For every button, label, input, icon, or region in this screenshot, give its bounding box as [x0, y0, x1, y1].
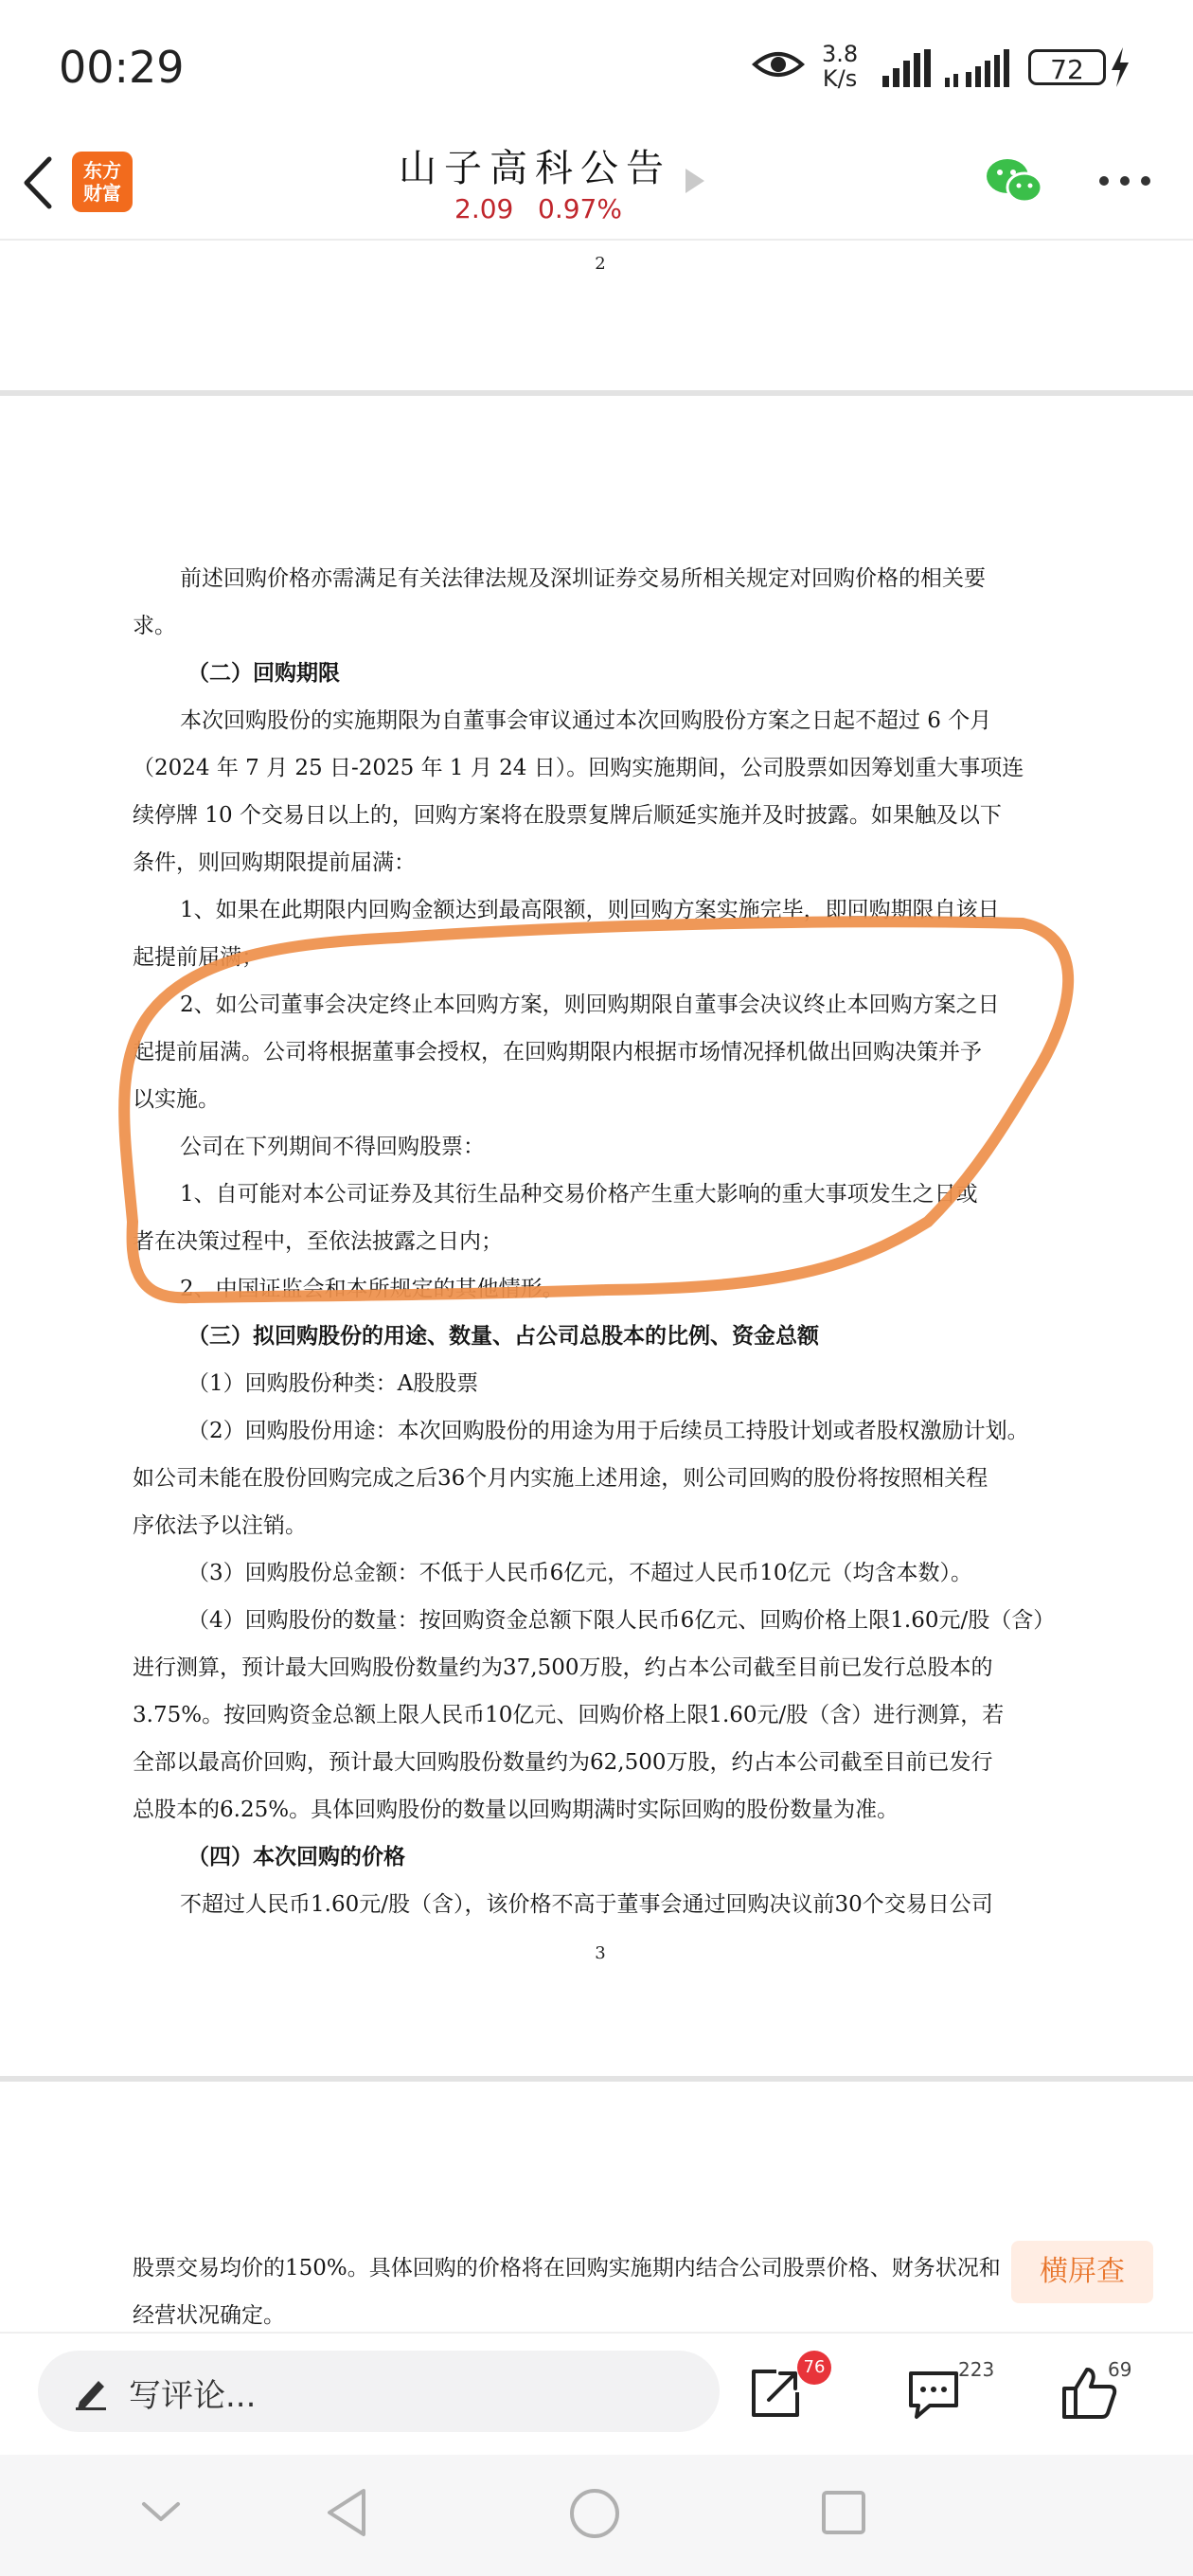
stock-change-pct: 0.97% — [538, 193, 622, 224]
landscape-view-button[interactable]: 横屏查 — [1011, 2241, 1153, 2303]
doc-line: 全部以最高价回购，预计最大回购股份数量约为62,500万股，约占本公司截至目前已发行 — [133, 1750, 993, 1775]
doc-line: 如公司未能在股份回购完成之后36个月内实施上述用途，则公司回购的股份将按照相关程 — [133, 1466, 988, 1491]
doc-line: 续停牌 10 个交易日以上的，回购方案将在股票复牌后顺延实施并及时披露。如果触及以下 — [133, 803, 1002, 828]
more-icon[interactable] — [1098, 174, 1151, 188]
section-heading: （三）拟回购股份的用途、数量、占公司总股本的比例、资金总额 — [187, 1323, 819, 1349]
like-count: 69 — [1108, 2358, 1132, 2381]
play-triangle-icon[interactable] — [684, 167, 706, 195]
net-speed — [822, 42, 858, 91]
wechat-icon[interactable] — [985, 155, 1045, 206]
doc-line: （1）回购股份种类：A股股票 — [187, 1371, 479, 1396]
page-separator — [0, 390, 1193, 396]
status-time: 00:29 — [59, 42, 185, 93]
doc-line: 前述回购价格亦需满足有关法律法规及深圳证券交易所相关规定对回购价格的相关要 — [180, 566, 986, 591]
battery-indicator: 72 — [1028, 49, 1106, 85]
app-logo[interactable] — [72, 152, 133, 212]
nav-collapse-icon[interactable] — [140, 2498, 182, 2525]
comment-placeholder[interactable]: 写评论... — [129, 2377, 257, 2415]
doc-line: 2、如公司董事会决定终止本回购方案，则回购期限自董事会决议终止本回购方案之日 — [180, 993, 1000, 1017]
signal-icon — [882, 49, 932, 87]
doc-line: 序依法予以注销。 — [133, 1513, 307, 1538]
net-speed-value: 3.8 — [822, 41, 859, 67]
doc-line: （2）回购股份用途：本次回购股份的用途为用于后续员工持股计划或者股权激励计划。 — [187, 1419, 1029, 1443]
doc-line: 条件，则回购期限提前届满： — [133, 850, 416, 875]
page-number: 2 — [595, 254, 606, 274]
doc-line: 起提前届满。公司将根据董事会授权，在回购期限内根据市场情况择机做出回购决策并予 — [133, 1040, 982, 1064]
doc-line: （4）回购股份的数量：按回购资金总额下限人民币6亿元、回购价格上限1.60元/股（含） — [187, 1608, 1056, 1633]
doc-line: 以实施。 — [133, 1087, 220, 1112]
comment-count: 223 — [958, 2358, 995, 2381]
doc-line: 不超过人民币1.60元/股（含），该价格不高于董事会通过回购决议前30个交易日公司 — [180, 1892, 993, 1917]
doc-line: 1、自可能对本公司证券及其衍生品种交易价格产生重大影响的重大事项发生之日或 — [180, 1182, 978, 1207]
doc-line: 3.75%。按回购资金总额上限人民币10亿元、回购价格上限1.60元/股（含）进行测算，若 — [133, 1703, 1005, 1727]
header-divider — [0, 239, 1193, 241]
doc-line: 进行测算，预计最大回购股份数量约为37,500万股，约占本公司截至目前已发行总股本的 — [133, 1655, 993, 1680]
doc-line: 股票交易均价的150%。具体回购的价格将在回购实施期内结合公司股票价格、财务状况和 — [133, 2256, 1001, 2281]
doc-line: （3）回购股份总金额：不低于人民币6亿元，不超过人民币10亿元（均含本数）。 — [187, 1561, 973, 1585]
stock-price: 2.09 — [454, 193, 514, 224]
doc-line: 起提前届满； — [133, 945, 263, 970]
comment-icon[interactable] — [905, 2368, 962, 2421]
signal-2-icon — [945, 49, 1013, 87]
app-logo-line1: 东方 — [83, 159, 121, 182]
page-number: 3 — [595, 1943, 606, 1963]
page-title: 山子高科公告 — [399, 147, 671, 190]
share-icon[interactable] — [748, 2366, 803, 2421]
back-arrow-icon[interactable] — [19, 155, 57, 210]
charging-icon — [1110, 47, 1131, 87]
section-heading: （二）回购期限 — [187, 660, 340, 686]
status-bar — [0, 0, 1193, 133]
doc-line: 1、如果在此期限内回购金额达到最高限额，则回购方案实施完毕，即回购期限自该日 — [180, 898, 1000, 922]
doc-line: 总股本的6.25%。具体回购股份的数量以回购期满时实际回购的股份数量为准。 — [133, 1798, 899, 1822]
doc-line: 公司在下列期间不得回购股票： — [180, 1135, 485, 1159]
doc-line: 者在决策过程中，至依法披露之日内； — [133, 1229, 503, 1254]
doc-line: 2、中国证监会和本所规定的其他情形。 — [180, 1277, 564, 1301]
doc-line: 经营状况确定。 — [133, 2303, 285, 2328]
doc-line: 本次回购股份的实施期限为自董事会审议通过本次回购股份方案之日起不超过 6 个月 — [180, 708, 992, 733]
eye-icon — [752, 45, 805, 83]
doc-line: 求。 — [133, 614, 176, 638]
section-heading: （四）本次回购的价格 — [187, 1844, 405, 1869]
nav-back-icon[interactable] — [324, 2487, 369, 2538]
doc-line: （2024 年 7 月 25 日-2025 年 1 月 24 日）。回购实施期间，公司股票如因筹划重大事项连 — [133, 756, 1024, 780]
app-logo-line2: 财富 — [83, 182, 121, 205]
pencil-icon — [72, 2375, 110, 2411]
nav-home-icon[interactable] — [568, 2487, 621, 2540]
page-separator — [0, 2076, 1193, 2082]
nav-recents-icon[interactable] — [820, 2489, 867, 2536]
share-badge: 76 — [797, 2351, 831, 2385]
net-speed-unit: K/s — [822, 65, 858, 92]
